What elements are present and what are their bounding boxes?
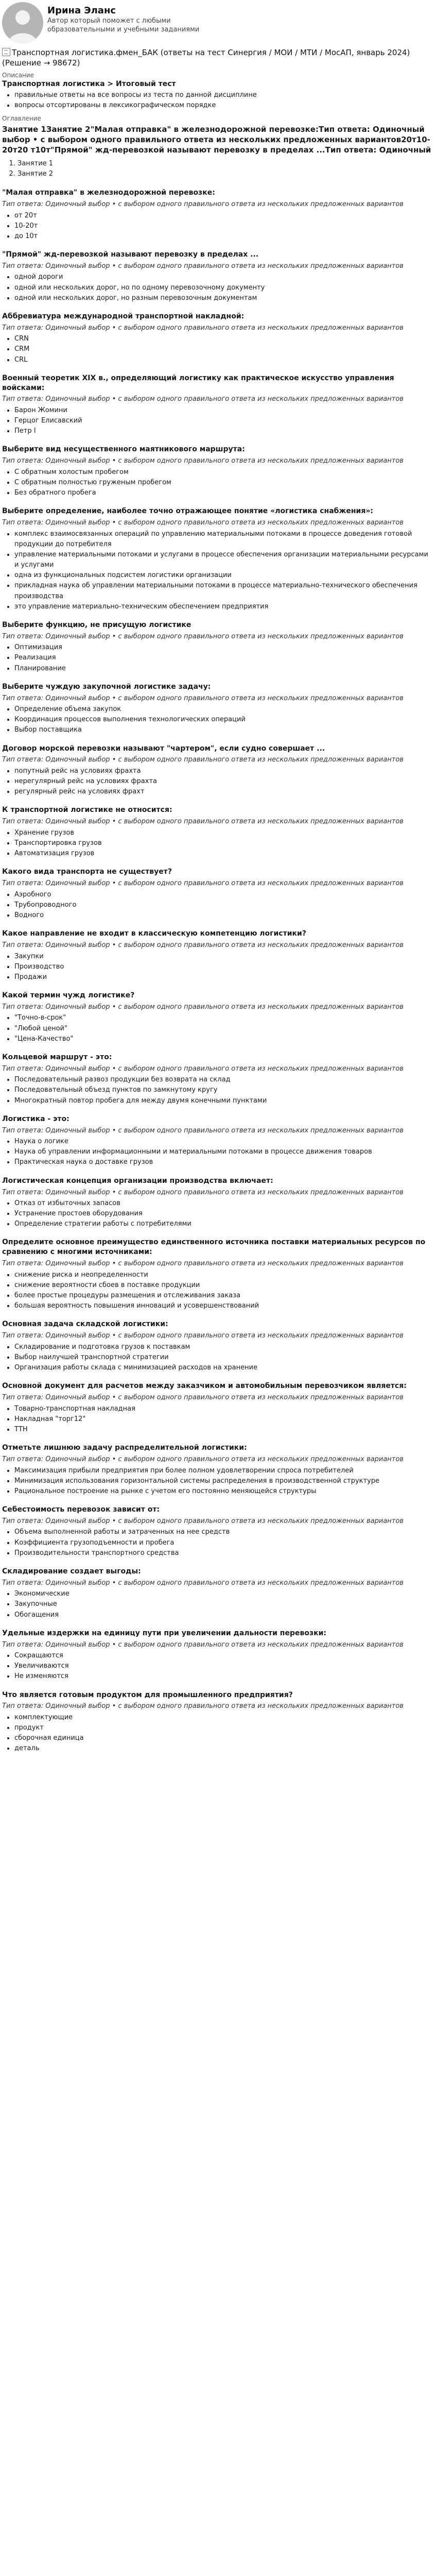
question-block [2, 1443, 433, 1497]
question-option: • Водного [14, 910, 433, 921]
question-option: • от 20т [14, 211, 433, 221]
question-title: Определите основное преимущество единственного источника поставки материальных ресурсов по сравнению с многими источниками: [2, 1238, 426, 1257]
toc-label: Оглавление [2, 114, 41, 122]
toc-link[interactable]: Занятие 1 [18, 159, 54, 167]
question-block [2, 250, 433, 303]
question-option: • деталь [14, 1743, 433, 1754]
question-option: • одной или нескольких дорог, но разным перевозочным документам [14, 293, 433, 303]
question-option: • Аэробного [14, 890, 433, 900]
document-title-text: Транспортная логистика.фмен_БАК (ответы на тест Синергия / МОИ / МТИ / МосАП, январь 2024) (Решение → 98672) [2, 48, 410, 68]
question-option: • Последовательный объезд пунктов по замкнутому кругу [14, 1085, 433, 1095]
question-options [2, 272, 433, 303]
question-title: Какого вида транспорта не существует? [2, 868, 172, 876]
question-option: • попутный рейс на условиях фрахта [14, 766, 433, 776]
question-option: • Последовательный развоз продукции без возврата на склад [14, 1075, 433, 1085]
question-answer-type: Тип ответа: Одиночный выбор • с выбором одного правильного ответа из нескольких предложенных вариантов [2, 324, 404, 332]
author-name[interactable]: Ирина Эланс [47, 5, 116, 16]
question-option: • Без обратного пробега [14, 488, 433, 498]
question-options [2, 467, 433, 498]
question-block [2, 312, 433, 365]
question-block [2, 1176, 433, 1230]
question-options [2, 334, 433, 365]
question-title: Логистика - это: [2, 1114, 69, 1123]
document-title [2, 47, 433, 69]
question-option: • Обогащения [14, 1610, 433, 1620]
question-option: • ТТН [14, 1425, 433, 1435]
question-title: Отметьте лишнюю задачу распределительной логистики: [2, 1444, 247, 1452]
author-info [47, 2, 202, 35]
question-option: • Увеличиваются [14, 1661, 433, 1671]
question-option: • комплекс взаимосвязанных операций по управлению материальными потоками в процессе доведения готовой продукции до потребителя [14, 529, 433, 550]
question-block [2, 1053, 433, 1106]
question-option: • Сокращаются [14, 1651, 433, 1661]
question-option: • Определение стратегии работы с потребителями [14, 1219, 433, 1229]
question-option: • Многократный повтор пробега для между двумя конечными пунктами [14, 1096, 433, 1106]
question-options [2, 1404, 433, 1435]
question-option: • Рациональное построение на рынке с учетом его постоянно меняющейся структуры [14, 1486, 433, 1497]
question-option: • сборочная единица [14, 1733, 433, 1743]
question-option: • "Любой ценой" [14, 1024, 433, 1034]
question-options [2, 405, 433, 436]
question-option: • С обратным холостым пробегом [14, 467, 433, 478]
question-options [2, 1137, 433, 1167]
author-description: Автор который поможет с любыми образовательными и учебными заданиями [47, 17, 200, 33]
question-block [2, 682, 433, 736]
question-option: • Выбор наилучшей транспортной стратегии [14, 1352, 433, 1363]
question-options [2, 952, 433, 982]
question-answer-type: Тип ответа: Одиночный выбор • с выбором одного правильного ответа из нескольких предложенных вариантов [2, 1455, 404, 1463]
question-answer-type: Тип ответа: Одиночный выбор • с выбором одного правильного ответа из нескольких предложенных вариантов [2, 632, 404, 640]
question-title: Логистическая концепция организации производства включает: [2, 1176, 273, 1185]
question-option: • снижение риска и неопределенности [14, 1270, 433, 1280]
question-answer-type: Тип ответа: Одиночный выбор • с выбором одного правильного ответа из нескольких предложенных вариантов [2, 395, 404, 403]
question-answer-type: Тип ответа: Одиночный выбор • с выбором одного правильного ответа из нескольких предложенных вариантов [2, 1332, 404, 1340]
question-option: • "Цена-Качество" [14, 1034, 433, 1044]
questions-list [2, 188, 433, 1754]
question-block [2, 1319, 433, 1373]
question-answer-type: Тип ответа: Одиночный выбор • с выбором одного правильного ответа из нескольких предложенных вариантов [2, 694, 404, 702]
toc-item [18, 159, 433, 170]
question-option: • одной дороги [14, 272, 433, 282]
author-block [2, 2, 433, 43]
question-options [2, 1527, 433, 1558]
question-option: • большая вероятность повышения инноваций и усовершенствований [14, 1301, 433, 1311]
question-answer-type: Тип ответа: Одиночный выбор • с выбором одного правильного ответа из нескольких предложенных вариантов [2, 457, 404, 465]
question-option: • CRN [14, 334, 433, 344]
question-answer-type: Тип ответа: Одиночный выбор • с выбором одного правильного ответа из нескольких предложенных вариантов [2, 1579, 404, 1587]
description-list [2, 90, 433, 111]
question-answer-type: Тип ответа: Одиночный выбор • с выбором одного правильного ответа из нескольких предложенных вариантов [2, 941, 404, 950]
question-option: • Производство [14, 962, 433, 972]
question-title: "Малая отправка" в железнодорожной перевозке: [2, 189, 215, 197]
question-option: • управление материальными потоками и услугами в процессе обеспечения организации материальными ресурсами и услугами [14, 550, 433, 570]
toc-link[interactable]: Занятие 2 [18, 170, 54, 178]
question-option: • "Точно-в-срок" [14, 1013, 433, 1023]
question-options [2, 1466, 433, 1497]
question-option: • Реализация [14, 653, 433, 663]
question-options [2, 211, 433, 242]
question-option: • Закупочные [14, 1599, 433, 1609]
question-option: • Автоматизация грузов [14, 849, 433, 859]
question-option: • Организация работы склада с минимизацией расходов на хранение [14, 1363, 433, 1373]
question-option: • Товарно-транспортная накладная [14, 1404, 433, 1414]
description-item: • правильные ответы на все вопросы из теста по данной дисциплине [14, 90, 433, 100]
question-option: • одной или нескольких дорог, но по одному перевозочному документу [14, 283, 433, 293]
question-answer-type: Тип ответа: Одиночный выбор • с выбором одного правильного ответа из нескольких предложенных вариантов [2, 1064, 404, 1073]
question-option: • Минимизация использования горизонтальной системы распределения в производственной структуре [14, 1476, 433, 1486]
question-answer-type: Тип ответа: Одиночный выбор • с выбором одного правильного ответа из нескольких предложенных вариантов [2, 1260, 404, 1268]
question-option: • Продажи [14, 972, 433, 982]
question-option: • Складирование и подготовка грузов к поставкам [14, 1342, 433, 1352]
question-title: Договор морской перевозки называют "чартером", если судно совершает ... [2, 744, 325, 753]
question-block [2, 1238, 433, 1311]
question-option: • С обратным полностью груженым пробегом [14, 478, 433, 488]
question-answer-type: Тип ответа: Одиночный выбор • с выбором одного правильного ответа из нескольких предложенных вариантов [2, 519, 404, 527]
description-heading: Транспортная логистика > Итоговый тест [2, 79, 176, 88]
question-title: Складирование создает выгоды: [2, 1567, 141, 1575]
question-option: • Наука об управлении информационными и материальными потоками в процессе движения товаров [14, 1147, 433, 1157]
question-title: Аббревиатура международной транспортной накладной: [2, 312, 245, 320]
question-options [2, 890, 433, 921]
question-title: Себестоимость перевозок зависит от: [2, 1505, 160, 1514]
question-option: • CRM [14, 344, 433, 354]
question-block [2, 929, 433, 982]
question-block [2, 188, 433, 242]
question-option: • 10-20т [14, 221, 433, 231]
question-option: • прикладная наука об управлении материальными потоками в процессе материально-технического обеспечения производства [14, 581, 433, 601]
question-block [2, 744, 433, 798]
question-option: • это управление материально-техническим обеспечением предприятия [14, 602, 433, 612]
question-option: • Барон Жомини [14, 405, 433, 416]
question-answer-type: Тип ответа: Одиночный выбор • с выбором одного правильного ответа из нескольких предложенных вариантов [2, 262, 404, 270]
question-option: • Закупки [14, 952, 433, 962]
question-answer-type: Тип ответа: Одиночный выбор • с выбором одного правильного ответа из нескольких предложенных вариантов [2, 1126, 404, 1134]
question-answer-type: Тип ответа: Одиночный выбор • с выбором одного правильного ответа из нескольких предложенных вариантов [2, 1517, 404, 1525]
toc-list [2, 159, 433, 180]
question-title: "Прямой" жд-перевозкой называют перевозку в пределах ... [2, 250, 259, 259]
question-option: • Практическая наука о доставке грузов [14, 1157, 433, 1167]
question-option: • регулярный рейс на условиях фрахт [14, 787, 433, 797]
question-answer-type: Тип ответа: Одиночный выбор • с выбором одного правильного ответа из нескольких предложенных вариантов [2, 1188, 404, 1196]
question-title: Выберите определение, наиболее точно отражающее понятие «логистика снабжения»: [2, 507, 373, 516]
question-option: • нерегулярный рейс на условиях фрахта [14, 776, 433, 787]
question-option: • до 10т [14, 231, 433, 242]
question-block [2, 374, 433, 437]
question-title: Выберите чуждую закупочной логистике задачу: [2, 682, 211, 691]
question-block [2, 445, 433, 498]
question-option: • Отказ от избыточных запасов [14, 1198, 433, 1209]
question-option: • Оптимизация [14, 642, 433, 653]
question-option: • Координация процессов выполнения технологических операций [14, 715, 433, 725]
person-avatar-icon[interactable] [2, 2, 43, 43]
question-answer-type: Тип ответа: Одиночный выбор • с выбором одного правильного ответа из нескольких предложенных вариантов [2, 818, 404, 826]
question-title: Военный теоретик XIX в., определяющий логистику как практическое искусство управления войсками: [2, 374, 394, 392]
document-icon [2, 48, 10, 56]
question-block [2, 1629, 433, 1682]
question-title: Выберите вид несущественного маятникового маршрута: [2, 445, 245, 454]
question-title: Какой термин чужд логистике? [2, 991, 135, 1000]
question-answer-type: Тип ответа: Одиночный выбор • с выбором одного правильного ответа из нескольких предложенных вариантов [2, 756, 404, 764]
question-options [2, 1651, 433, 1682]
question-answer-type: Тип ответа: Одиночный выбор • с выбором одного правильного ответа из нескольких предложенных вариантов [2, 1640, 404, 1649]
question-block [2, 1505, 433, 1558]
question-options [2, 1198, 433, 1229]
question-option: • CRL [14, 355, 433, 365]
question-title: Что является готовым продуктом для промышленного предприятия? [2, 1690, 293, 1699]
question-options [2, 766, 433, 797]
question-option: • одна из функциональных подсистем логистики организации [14, 570, 433, 581]
question-option: • Коэффициента грузоподъемности и пробега [14, 1538, 433, 1548]
question-options [2, 642, 433, 673]
question-option: • Не изменяются [14, 1671, 433, 1682]
question-block [2, 1690, 433, 1754]
question-block [2, 1381, 433, 1435]
question-options [2, 1270, 433, 1312]
question-option: • Транспортировка грузов [14, 838, 433, 849]
question-answer-type: Тип ответа: Одиночный выбор • с выбором одного правильного ответа из нескольких предложенных вариантов [2, 1702, 404, 1710]
question-block [2, 1567, 433, 1620]
question-option: • Наука о логике [14, 1137, 433, 1147]
question-option: • Накладная "торг12" [14, 1414, 433, 1425]
question-option: • более простые процедуры размещения и отслеживания заказа [14, 1291, 433, 1301]
toc-title: Занятие 1Занятие 2"Малая отправка" в железнодорожной перевозке:Тип ответа: Одиночный выбор • с выбором одного правильного ответа из нескольких предложенных вариантов20т10-20т20 т10т"Прямой" жд-перевозкой называют перевозку в пределах ...Тип ответа: Одиночный [2, 124, 431, 155]
question-option: • Выбор поставщика [14, 725, 433, 735]
question-options [2, 1075, 433, 1106]
question-options [2, 529, 433, 612]
description-label: Описание [2, 71, 34, 79]
question-option: • Производительности транспортного средства [14, 1548, 433, 1558]
question-block [2, 620, 433, 674]
question-title: Какое направление не входит в классическую компетенцию логистики? [2, 929, 306, 938]
question-options [2, 828, 433, 859]
question-title: Удельные издержки на единицу пути при увеличении дальности перевозки: [2, 1629, 326, 1637]
question-block [2, 506, 433, 612]
question-block [2, 991, 433, 1044]
question-answer-type: Тип ответа: Одиночный выбор • с выбором одного правильного ответа из нескольких предложенных вариантов [2, 200, 404, 209]
question-option: • снижение вероятности сбоев в поставке продукции [14, 1280, 433, 1291]
question-option: • Петр I [14, 426, 433, 436]
question-option: • Герцог Елисавский [14, 416, 433, 426]
question-options [2, 1589, 433, 1620]
question-options [2, 1713, 433, 1754]
question-option: • Трубопроводного [14, 900, 433, 910]
question-option: • Устранение простоев оборудования [14, 1209, 433, 1219]
question-title: Основной документ для расчетов между заказчиком и автомобильным перевозчиком является: [2, 1382, 407, 1391]
question-title: Основная задача складской логистики: [2, 1320, 168, 1329]
question-answer-type: Тип ответа: Одиночный выбор • с выбором одного правильного ответа из нескольких предложенных вариантов [2, 1003, 404, 1011]
question-option: • Планирование [14, 664, 433, 674]
question-answer-type: Тип ответа: Одиночный выбор • с выбором одного правильного ответа из нескольких предложенных вариантов [2, 879, 404, 888]
question-options [2, 1342, 433, 1373]
question-title: Кольцевой маршрут - это: [2, 1053, 112, 1061]
question-option: • Хранение грузов [14, 828, 433, 838]
question-option: • Экономические [14, 1589, 433, 1599]
question-option: • комплектующие [14, 1713, 433, 1723]
description-item: • вопросы отсортированы в лексикографическом порядке [14, 100, 433, 111]
question-block [2, 1114, 433, 1168]
question-options [2, 704, 433, 735]
question-answer-type: Тип ответа: Одиночный выбор • с выбором одного правильного ответа из нескольких предложенных вариантов [2, 1394, 404, 1402]
question-block [2, 867, 433, 921]
question-title: Выберите функцию, не присущую логистике [2, 620, 191, 629]
question-block [2, 805, 433, 859]
toc-item [18, 169, 433, 180]
question-option: • Максимизация прибыли предприятия при более полном удовлетворении спроса потребителей [14, 1466, 433, 1476]
question-options [2, 1013, 433, 1044]
question-option: • Определение объема закупок [14, 704, 433, 715]
question-option: • продукт [14, 1723, 433, 1733]
question-option: • Объема выполненной работы и затраченных на нее средств [14, 1527, 433, 1537]
question-title: К транспортной логистике не относится: [2, 806, 172, 815]
